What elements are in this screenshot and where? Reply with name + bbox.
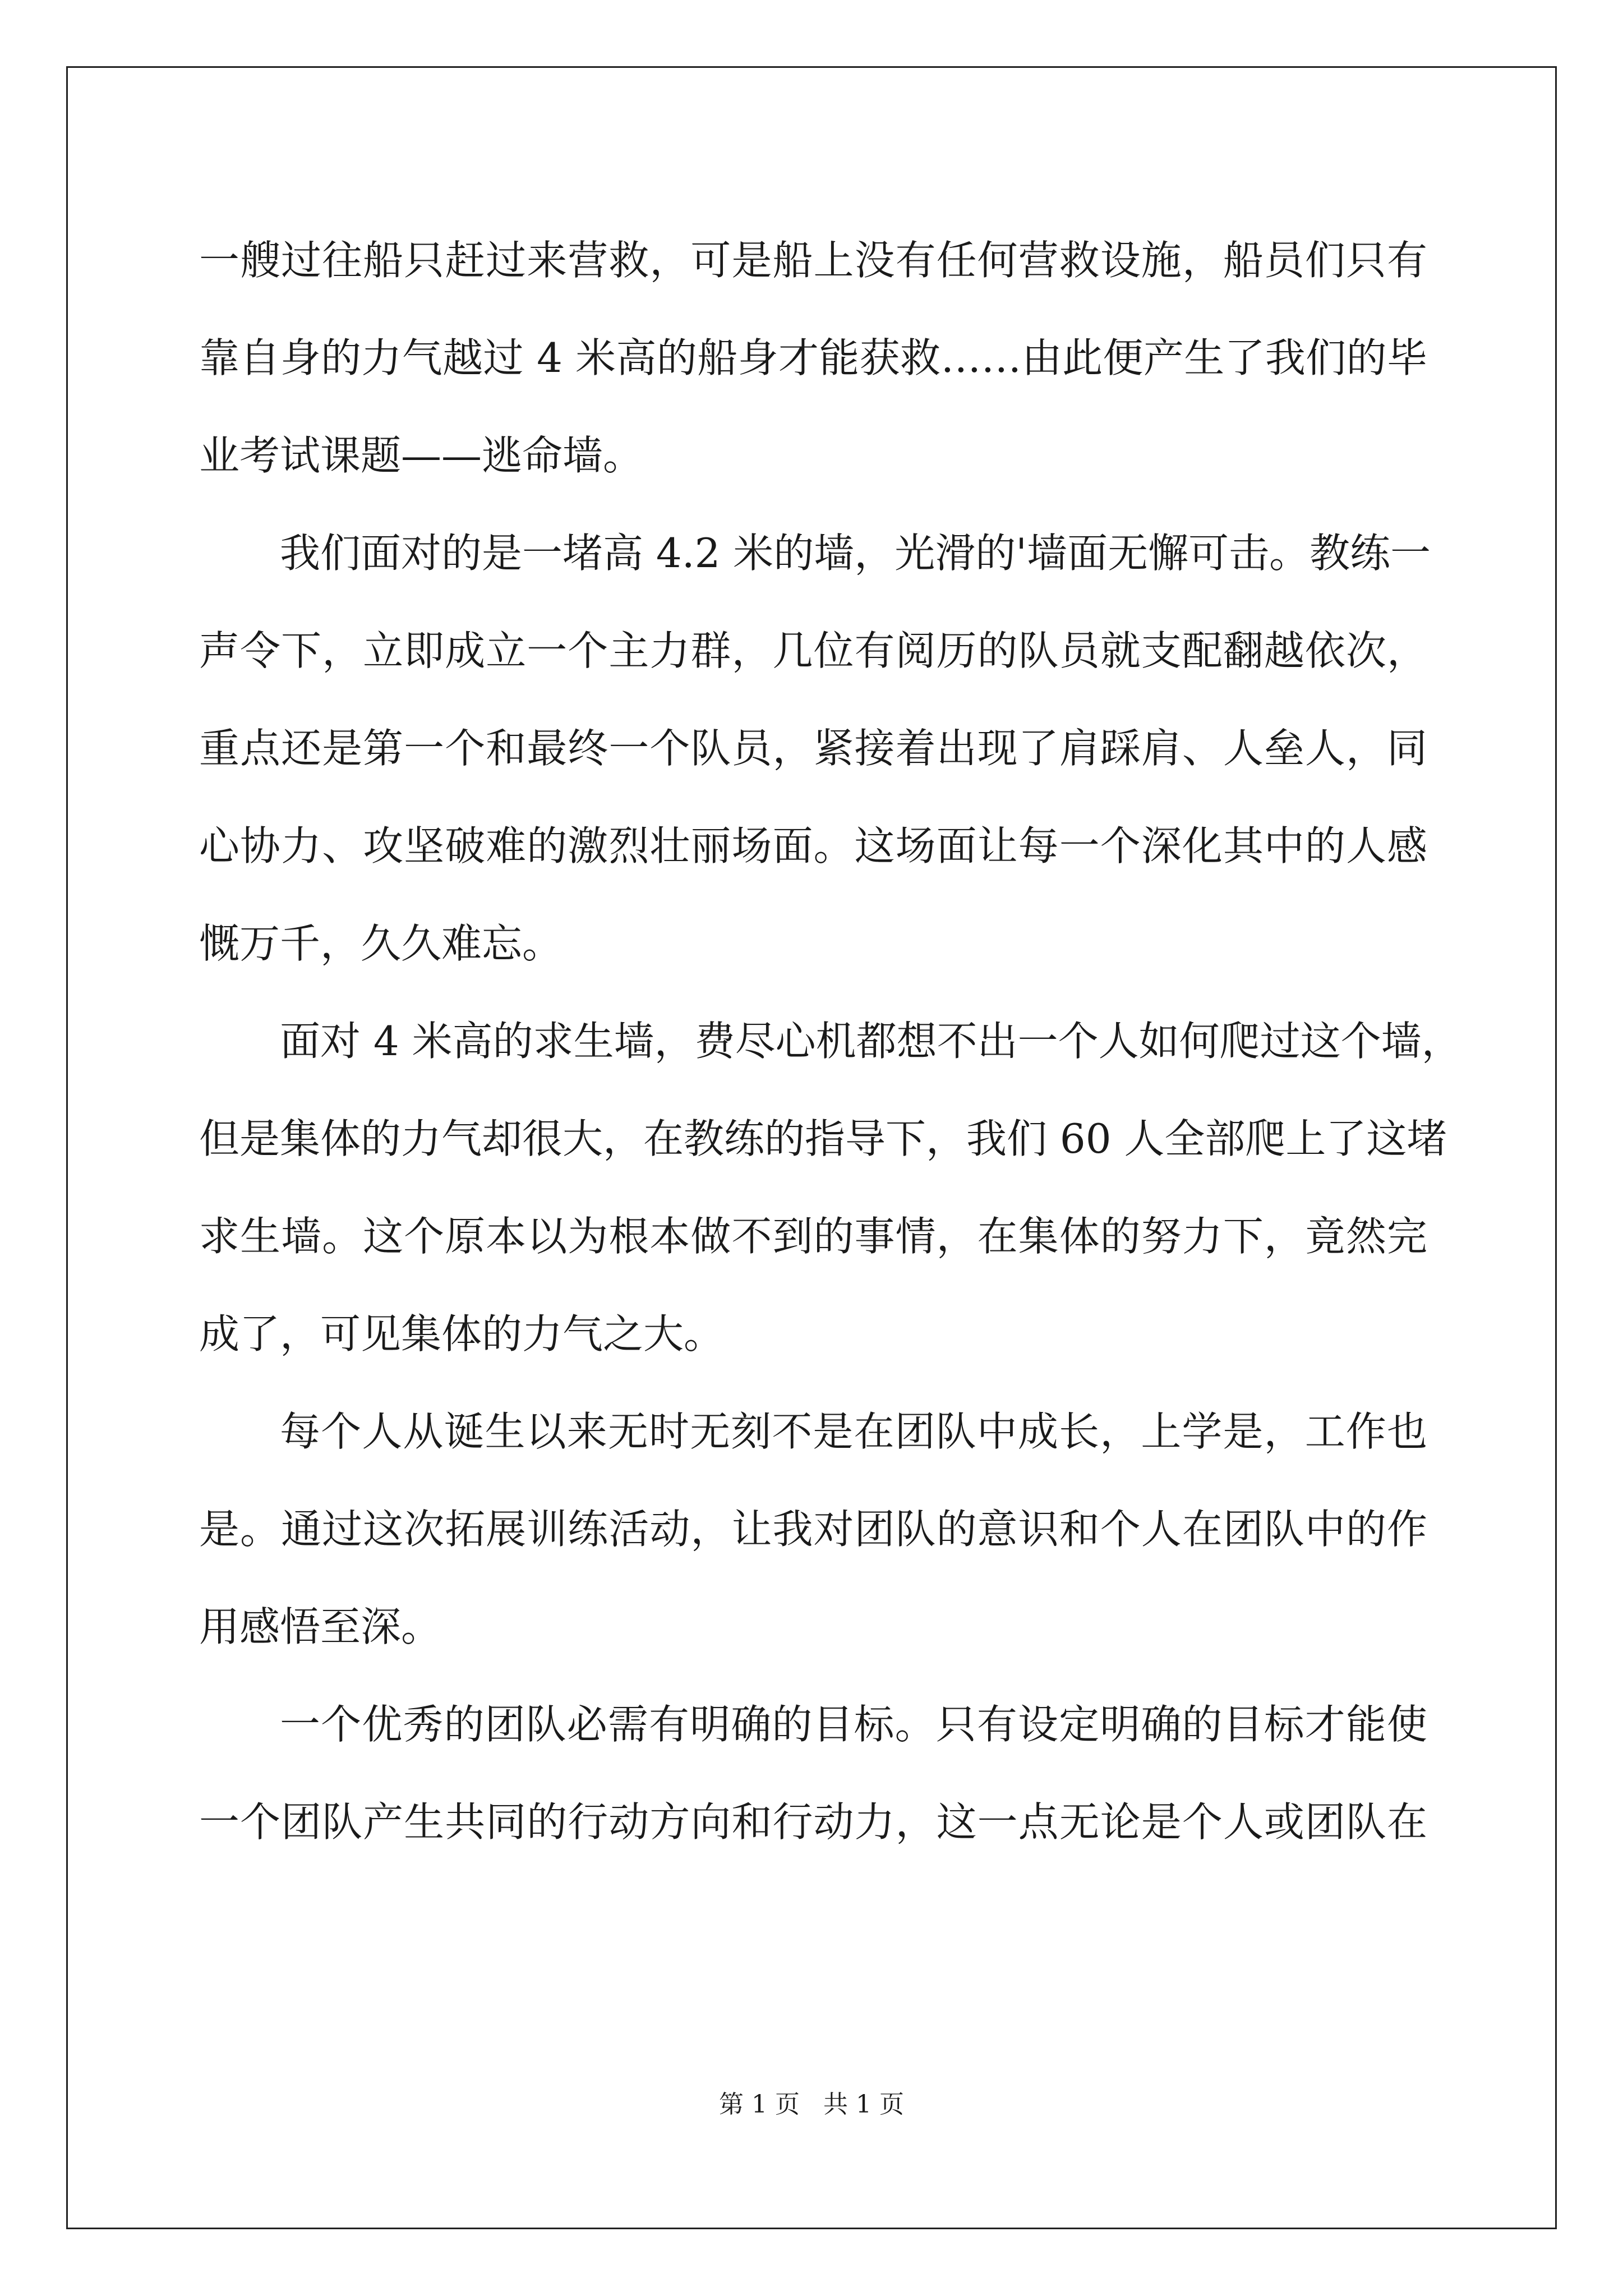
document-body xyxy=(199,211,1462,1871)
text-line: 靠自身的力气越过 4 米高的船身才能获救……由此便产生了我们的毕 xyxy=(199,334,1427,381)
text-line: 慨万千，久久难忘。 xyxy=(199,920,563,967)
text-line: 我们面对的是一堵高 4.2 米的墙，光滑的'墙面无懈可击。教练一 xyxy=(280,530,1431,577)
text-line: 声令下，立即成立一个主力群，几位有阅历的队员就支配翻越依次， xyxy=(199,627,1427,674)
text-line: 是。通过这次拓展训练活动，让我对团队的意识和个人在团队中的作 xyxy=(199,1506,1427,1553)
text-line: 求生墙。这个原本以为根本做不到的事情，在集体的努力下，竟然完 xyxy=(199,1213,1427,1260)
text-line: 面对 4 米高的求生墙，费尽心机都想不出一个人如何爬过这个墙， xyxy=(280,1018,1462,1065)
text-line: 但是集体的力气却很大，在教练的指导下，我们 60 人全部爬上了这堵 xyxy=(199,1115,1447,1162)
text-line: 业考试课题——逃命墙。 xyxy=(199,432,644,479)
text-line: 心协力、攻坚破难的激烈壮丽场面。这场面让每一个深化其中的人感 xyxy=(199,822,1427,869)
text-line: 一个优秀的团队必需有明确的目标。只有设定明确的目标才能使 xyxy=(280,1701,1427,1748)
text-line: 一艘过往船只赶过来营救，可是船上没有任何营救设施，船员们只有 xyxy=(199,237,1427,284)
text-line: 重点还是第一个和最终一个队员，紧接着出现了肩踩肩、人垒人，同 xyxy=(199,725,1427,772)
text-line: 每个人从诞生以来无时无刻不是在团队中成长，上学是，工作也 xyxy=(280,1408,1427,1455)
text-line: 用感悟至深。 xyxy=(199,1603,442,1650)
text-line: 成了，可见集体的力气之大。 xyxy=(199,1310,725,1358)
text-line: 一个团队产生共同的行动方向和行动力，这一点无论是个人或团队在 xyxy=(199,1798,1427,1846)
page-footer: 第 1 页 共 1 页 xyxy=(719,2090,904,2119)
